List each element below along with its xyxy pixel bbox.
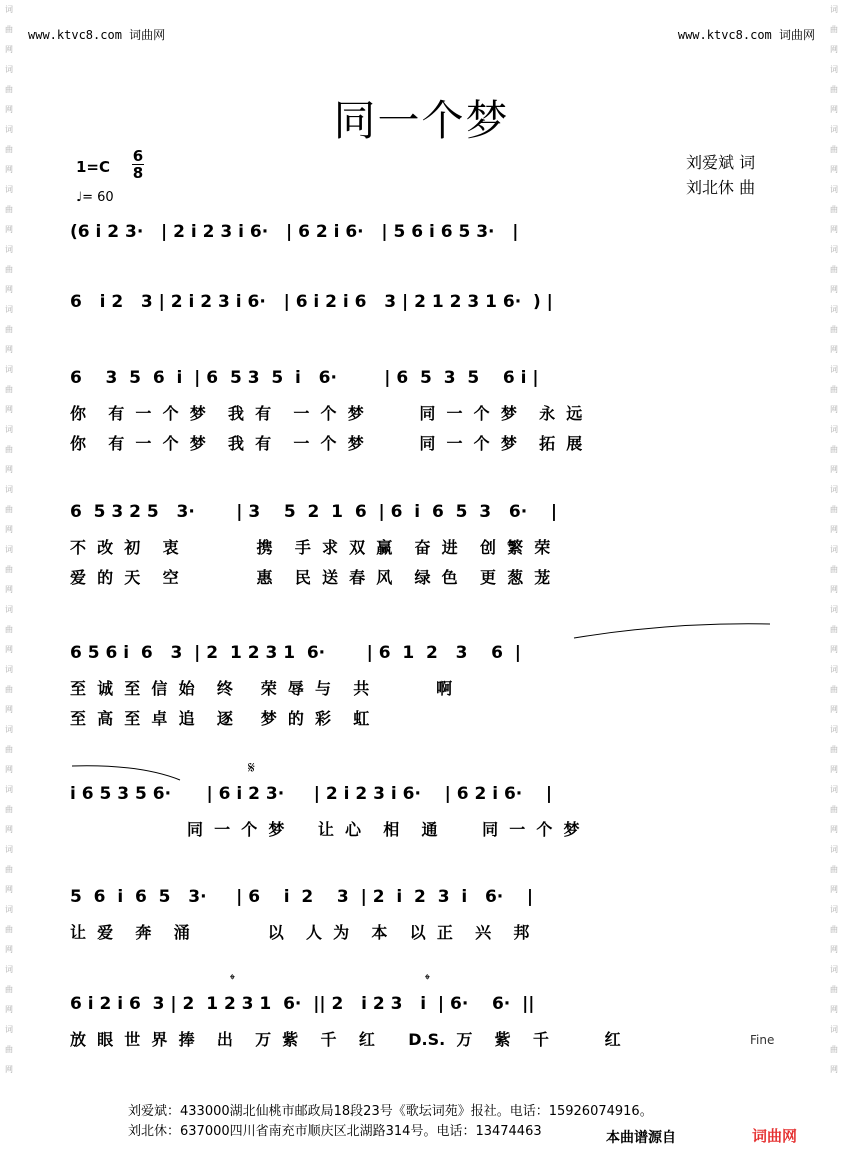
source-label: 本曲谱源自 — [604, 1127, 678, 1147]
score-line-3 — [70, 368, 780, 458]
lyric-verse-1: 不 改 初 衷 携 手 求 双 赢 奋 进 创 繁 荣 — [70, 538, 551, 557]
score-line-2 — [70, 292, 780, 322]
time-signature-top: 6 — [132, 147, 144, 165]
composer-credit: 刘北休 曲 — [686, 178, 756, 197]
notes-row: (6 i 2 3· | 2 i 2 3 i 6· | 6 2 i 6· | 5 6 i 6 5 3· | — [70, 222, 519, 242]
score-line-5 — [70, 643, 780, 733]
fine-mark: Fine — [750, 1033, 775, 1047]
lyric-verse-2: 你 有 一 个 梦 我 有 一 个 梦 同 一 个 梦 拓 展 — [70, 434, 583, 453]
slur-arc — [572, 620, 772, 640]
lyric-verse-2: 至 高 至 卓 追 逐 梦 的 彩 虹 — [70, 709, 370, 728]
notes-row: 6 5 6 i 6 3 | 2 1 2 3 1 6· | 6 1 2 3 6 | — [70, 643, 521, 663]
coda-sign: 𝄌 — [230, 972, 235, 988]
score-line-6 — [70, 784, 780, 844]
song-title: 同一个梦 — [333, 96, 510, 145]
notes-row: 6 i 2 i 6 3 | 2 1 2 3 1 6· || 2 i 2 3 i | 6· 6· || — [70, 994, 535, 1014]
score-line-8 — [70, 994, 780, 1054]
footer-composer-address: 刘北休：637000四川省南充市顺庆区北湖路314号。电话：13474463 — [128, 1124, 542, 1139]
score-line-7 — [70, 887, 780, 947]
notes-row: 6 3 5 6 i | 6 5 3 5 i 6· | 6 5 3 5 6 i | — [70, 368, 539, 388]
notes-row: i 6 5 3 5 6· | 6 i 2 3· | 2 i 2 3 i 6· | 6 2 i 6· | — [70, 784, 553, 804]
lyric-verse-1: 至 诚 至 信 始 终 荣 辱 与 共 啊 — [70, 679, 453, 698]
notes-row: 6 5 3 2 5 3· | 3 5 2 1 6 | 6 i 6 5 3 6· | — [70, 502, 558, 522]
segno-sign: 𝄋 — [248, 758, 255, 777]
notes-row: 6 i 2 3 | 2 i 2 3 i 6· | 6 i 2 i 6 3 | 2 1 2 3 1 6· ) | — [70, 292, 553, 312]
lyric-verse-1: 放 眼 世 界 捧 出 万 紫 千 红 D.S. 万 紫 千 红 — [70, 1030, 621, 1049]
notes-row: 5 6 i 6 5 3· | 6 i 2 3 | 2 i 2 3 i 6· | — [70, 887, 534, 907]
tempo-mark: ♩= 60 — [76, 190, 114, 205]
lyric-verse-2: 爱 的 天 空 惠 民 送 春 风 绿 色 更 葱 茏 — [70, 568, 551, 587]
time-signature — [132, 148, 144, 181]
lyric-verse-1: 让 爱 奔 涌 以 人 为 本 以 正 兴 邦 — [70, 923, 530, 942]
time-signature-bottom: 8 — [132, 164, 144, 182]
score-line-4 — [70, 502, 780, 592]
brand-logo[interactable]: 词曲网 — [752, 1127, 798, 1145]
lyricist-credit: 刘爱斌 词 — [686, 153, 756, 172]
slur-arc — [70, 762, 182, 782]
header-site-left[interactable]: www.ktvc8.com 词曲网 — [28, 28, 166, 42]
header-site-right[interactable]: www.ktvc8.com 词曲网 — [677, 28, 815, 42]
lyric-verse-1: 你 有 一 个 梦 我 有 一 个 梦 同 一 个 梦 永 远 — [70, 404, 583, 423]
lyric-verse-1: 同 一 个 梦 让 心 相 通 同 一 个 梦 — [70, 820, 580, 839]
key-signature: 1=C — [76, 158, 111, 176]
coda-sign: 𝄌 — [425, 972, 430, 988]
footer-lyricist-address: 刘爱斌：433000湖北仙桃市邮政局18段23号《歌坛词苑》报社。电话：15926074916。 — [128, 1104, 653, 1119]
score-line-1 — [70, 222, 780, 252]
left-side-watermark: 词曲网词曲网词曲网词曲网词曲网词曲网词曲网词曲网词曲网词曲网词曲网词曲网词曲网词曲网词曲网词曲网词曲网词曲网 — [5, 5, 13, 1074]
right-side-watermark: 词曲网词曲网词曲网词曲网词曲网词曲网词曲网词曲网词曲网词曲网词曲网词曲网词曲网词曲网词曲网词曲网词曲网词曲网 — [830, 5, 838, 1074]
